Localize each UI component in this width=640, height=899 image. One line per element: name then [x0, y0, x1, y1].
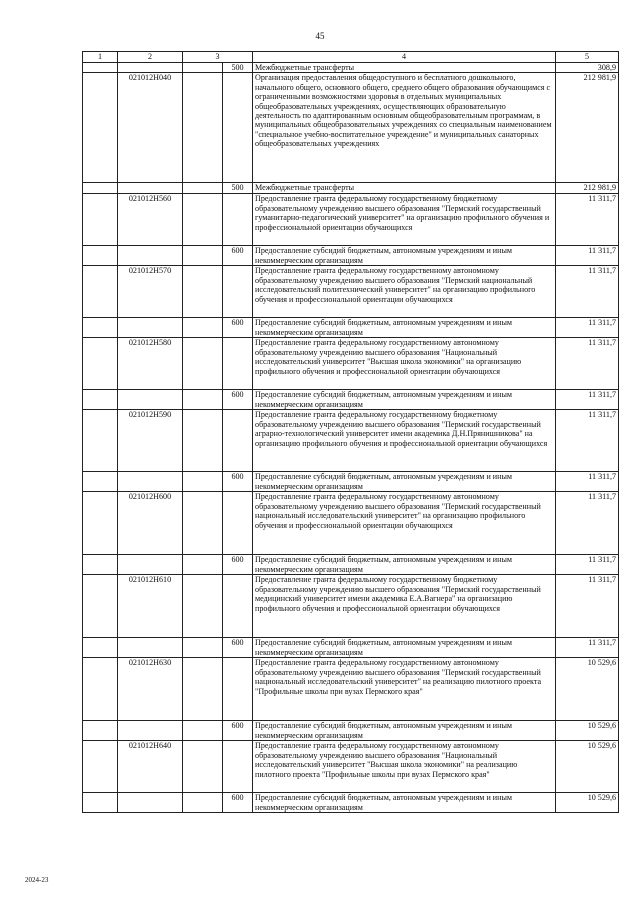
column-header-1: 1	[83, 52, 118, 63]
row-number-cell	[83, 638, 118, 658]
row-code	[118, 63, 183, 73]
row-code	[118, 721, 183, 741]
row-kind: 600	[223, 555, 253, 575]
budget-table	[82, 51, 619, 813]
footer-code: 2024-23	[25, 876, 49, 884]
row-description: Предоставление гранта федеральному государственному бюджетному образовательному учреждению высшего образования "Пермский государственный медицинский университет имени академика Е.А.Вагнера" на организацию профильного обучения и профессиональной ориентации обучающихся	[253, 575, 556, 638]
table-row	[83, 73, 619, 183]
row-spacer-cell	[183, 183, 223, 194]
row-amount: 11 311,7	[556, 638, 619, 658]
table-row	[83, 390, 619, 410]
row-description: Предоставление гранта федеральному государственному автономному образовательному учреждению высшего образования "Пермский государственный национальный исследовательский университет" на реализацию пилотного проекта "Профильные школы при вузах Пермского края"	[253, 658, 556, 721]
table-row	[83, 638, 619, 658]
row-spacer-cell	[183, 638, 223, 658]
row-kind: 600	[223, 318, 253, 338]
row-code: 021012Н610	[118, 575, 183, 638]
row-code	[118, 246, 183, 266]
row-number-cell	[83, 658, 118, 721]
row-kind: 600	[223, 246, 253, 266]
row-amount: 11 311,7	[556, 390, 619, 410]
row-amount: 11 311,7	[556, 410, 619, 472]
row-code: 021012Н570	[118, 266, 183, 318]
page-number: 45	[315, 31, 325, 41]
row-code	[118, 793, 183, 813]
row-description: Межбюджетные трансферты	[253, 183, 556, 194]
row-code: 021012Н560	[118, 194, 183, 246]
row-description: Предоставление субсидий бюджетным, автономным учреждениям и иным некоммерческим организациям	[253, 721, 556, 741]
table-row	[83, 741, 619, 793]
row-spacer-cell	[183, 472, 223, 492]
row-spacer-cell	[183, 410, 223, 472]
table-row	[83, 194, 619, 246]
row-number-cell	[83, 575, 118, 638]
row-number-cell	[83, 73, 118, 183]
row-number-cell	[83, 472, 118, 492]
table-row	[83, 472, 619, 492]
row-spacer-cell	[183, 63, 223, 73]
row-description: Предоставление гранта федеральному государственному автономному образовательному учреждению высшего образования "Пермский государственный национальный исследовательский университет" на организацию профильного обучения и профессиональной ориентации обучающихся	[253, 492, 556, 555]
table-row	[83, 555, 619, 575]
row-description: Предоставление субсидий бюджетным, автономным учреждениям и иным некоммерческим организациям	[253, 793, 556, 813]
row-description: Предоставление субсидий бюджетным, автономным учреждениям и иным некоммерческим организациям	[253, 390, 556, 410]
row-amount: 11 311,7	[556, 555, 619, 575]
row-code: 021012Н040	[118, 73, 183, 183]
row-amount: 11 311,7	[556, 472, 619, 492]
row-number-cell	[83, 390, 118, 410]
row-spacer-cell	[183, 194, 223, 246]
row-kind	[223, 410, 253, 472]
row-number-cell	[83, 555, 118, 575]
row-description: Межбюджетные трансферты	[253, 63, 556, 73]
column-header-5: 5	[556, 52, 619, 63]
table-row	[83, 575, 619, 638]
row-amount: 10 529,6	[556, 741, 619, 793]
row-kind: 600	[223, 721, 253, 741]
row-code: 021012Н590	[118, 410, 183, 472]
row-number-cell	[83, 318, 118, 338]
row-number-cell	[83, 338, 118, 390]
row-number-cell	[83, 63, 118, 73]
table-row	[83, 793, 619, 813]
row-code: 021012Н630	[118, 658, 183, 721]
row-amount: 10 529,6	[556, 793, 619, 813]
row-spacer-cell	[183, 555, 223, 575]
table-row	[83, 338, 619, 390]
row-kind	[223, 575, 253, 638]
row-spacer-cell	[183, 793, 223, 813]
table-body	[83, 63, 619, 813]
row-amount: 11 311,7	[556, 318, 619, 338]
column-header-2: 2	[118, 52, 183, 63]
row-amount: 11 311,7	[556, 575, 619, 638]
row-amount: 11 311,7	[556, 194, 619, 246]
row-spacer-cell	[183, 721, 223, 741]
table-row	[83, 658, 619, 721]
row-code	[118, 638, 183, 658]
row-description: Предоставление субсидий бюджетным, автономным учреждениям и иным некоммерческим организациям	[253, 318, 556, 338]
row-amount: 212 981,9	[556, 183, 619, 194]
table-row	[83, 492, 619, 555]
row-number-cell	[83, 721, 118, 741]
table-row	[83, 246, 619, 266]
row-kind	[223, 492, 253, 555]
row-spacer-cell	[183, 658, 223, 721]
row-kind	[223, 658, 253, 721]
row-spacer-cell	[183, 266, 223, 318]
row-kind: 500	[223, 183, 253, 194]
row-kind	[223, 73, 253, 183]
table-row	[83, 318, 619, 338]
row-kind: 600	[223, 390, 253, 410]
row-code: 021012Н640	[118, 741, 183, 793]
row-amount: 11 311,7	[556, 338, 619, 390]
row-spacer-cell	[183, 73, 223, 183]
row-number-cell	[83, 741, 118, 793]
row-code	[118, 472, 183, 492]
row-description: Предоставление гранта федеральному государственному автономному образовательному учреждению высшего образования "Национальный исследовательский университет "Высшая школа экономики" на организацию профильного обучения и профессиональной ориентации обучающихся	[253, 338, 556, 390]
row-code: 021012Н600	[118, 492, 183, 555]
table-row	[83, 410, 619, 472]
row-spacer-cell	[183, 318, 223, 338]
row-amount: 10 529,6	[556, 658, 619, 721]
row-number-cell	[83, 410, 118, 472]
row-number-cell	[83, 183, 118, 194]
row-kind: 600	[223, 472, 253, 492]
row-number-cell	[83, 246, 118, 266]
row-description: Предоставление субсидий бюджетным, автономным учреждениям и иным некоммерческим организациям	[253, 472, 556, 492]
row-description: Предоставление субсидий бюджетным, автономным учреждениям и иным некоммерческим организациям	[253, 555, 556, 575]
table-row	[83, 721, 619, 741]
row-description: Предоставление гранта федеральному государственному автономному образовательному учреждению высшего образования "Пермский национальный исследовательский политехнический университет" на организацию профильного обучения и профессиональной ориентации обучающихся	[253, 266, 556, 318]
row-amount: 11 311,7	[556, 266, 619, 318]
row-amount: 308,9	[556, 63, 619, 73]
row-spacer-cell	[183, 390, 223, 410]
row-code	[118, 318, 183, 338]
row-spacer-cell	[183, 246, 223, 266]
row-kind: 600	[223, 638, 253, 658]
row-code	[118, 555, 183, 575]
row-description: Предоставление гранта федеральному государственному бюджетному образовательному учреждению высшего образования "Пермский государственный аграрно-технологический университет имени академика Д.Н.Прянишникова" на организацию профильного обучения и профессиональной ориентации обучающихся	[253, 410, 556, 472]
row-amount: 11 311,7	[556, 246, 619, 266]
row-spacer-cell	[183, 575, 223, 638]
row-kind	[223, 338, 253, 390]
row-code	[118, 390, 183, 410]
row-kind	[223, 741, 253, 793]
row-number-cell	[83, 793, 118, 813]
row-number-cell	[83, 194, 118, 246]
row-code: 021012Н580	[118, 338, 183, 390]
row-kind: 600	[223, 793, 253, 813]
column-header-3: 3	[183, 52, 253, 63]
row-kind	[223, 266, 253, 318]
table-row	[83, 63, 619, 73]
row-number-cell	[83, 492, 118, 555]
row-description: Предоставление гранта федеральному государственному бюджетному образовательному учреждению высшего образования "Пермский государственный гуманитарно-педагогический университет" на организацию профильного обучения и профессиональной ориентации обучающихся	[253, 194, 556, 246]
row-kind: 500	[223, 63, 253, 73]
row-amount: 10 529,6	[556, 721, 619, 741]
row-description: Предоставление субсидий бюджетным, автономным учреждениям и иным некоммерческим организациям	[253, 246, 556, 266]
table-row	[83, 183, 619, 194]
row-spacer-cell	[183, 338, 223, 390]
row-amount: 212 981,9	[556, 73, 619, 183]
column-header-4: 4	[253, 52, 556, 63]
row-kind	[223, 194, 253, 246]
row-description: Предоставление гранта федеральному государственному автономному образовательному учреждению высшего образования "Национальный исследовательский университет "Высшая школа экономики" на реализацию пилотного проекта "Профильные школы при вузах Пермского края"	[253, 741, 556, 793]
table-row	[83, 266, 619, 318]
row-spacer-cell	[183, 492, 223, 555]
row-description: Организация предоставления общедоступного и бесплатного дошкольного, начального общего, основного общего, среднего общего образования обучающимся с ограниченными возможностями здоровья в отдельных муниципальных общеобразовательных учреждениях, осуществляющих образовательную деятельность по адаптированным основным общеобразовательным программам, в муниципальных общеобразовательных учреждениях со специальным наименованием "специальное учебно-воспитательное учреждение" и муниципальных санаторных общеобразовательных учреждениях	[253, 73, 556, 183]
row-description: Предоставление субсидий бюджетным, автономным учреждениям и иным некоммерческим организациям	[253, 638, 556, 658]
row-amount: 11 311,7	[556, 492, 619, 555]
table-header-row	[83, 52, 619, 63]
row-number-cell	[83, 266, 118, 318]
row-spacer-cell	[183, 741, 223, 793]
row-code	[118, 183, 183, 194]
